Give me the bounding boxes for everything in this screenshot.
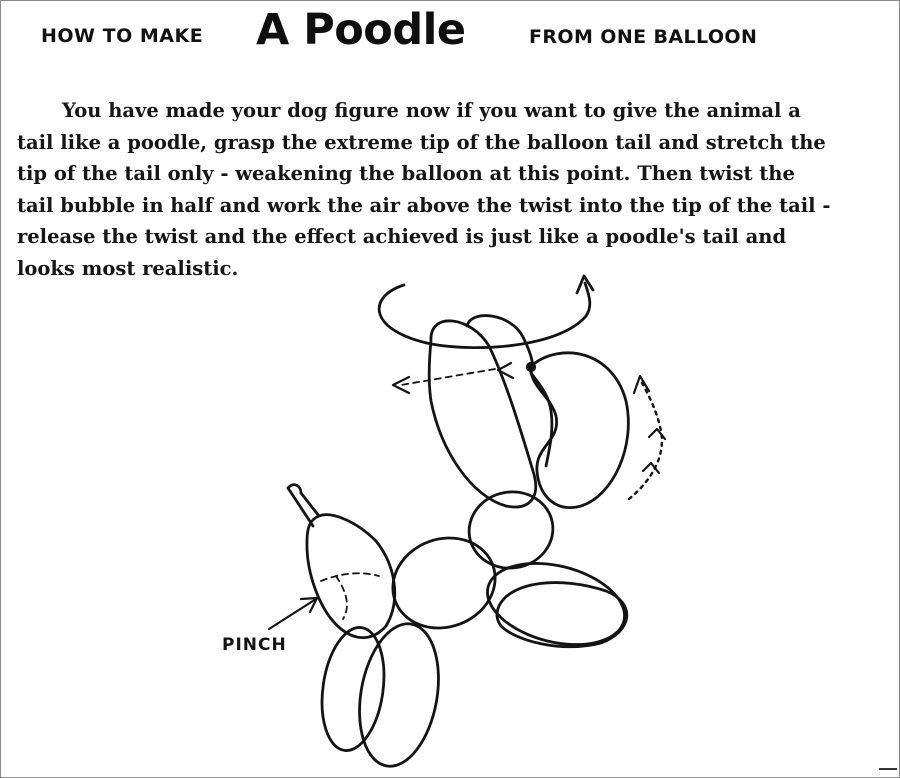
header-prefix: HOW TO MAKE — [41, 25, 204, 47]
pinch-pointer-line — [269, 599, 316, 629]
instruction-line: You have made your dog figure now if you want to give the animal a — [62, 99, 801, 122]
neck-bubble — [463, 485, 559, 574]
pinch-dashed-curve — [336, 576, 347, 619]
header-suffix: FROM ONE BALLOON — [529, 26, 758, 48]
pinch-dashed-line — [321, 573, 379, 581]
corner-mark — [879, 768, 897, 774]
instruction-line: looks most realistic. — [17, 256, 239, 280]
instruction-line: tip of the tail only - weakening the balloon at this point. Then twist the — [17, 162, 795, 185]
twist-point — [527, 363, 535, 371]
front-leg-front — [497, 583, 627, 647]
twist-chevron-2 — [643, 463, 659, 473]
stretch-dashed-line — [401, 369, 495, 385]
twist-chevron-1 — [649, 429, 665, 439]
instruction-line: tail like a poodle, grasp the extreme tip of the balloon tail and stretch the — [17, 130, 826, 154]
head-bubble-back — [467, 316, 533, 369]
twist-dotted-arrow — [629, 381, 662, 499]
instruction-line: tail bubble in half and work the air above the twist into the tip of the tail - — [17, 193, 831, 217]
pinch-label: PINCH — [222, 635, 287, 655]
poodle-illustration — [1, 1, 899, 777]
ear-bubble — [531, 353, 628, 508]
instruction-line: release the twist and the effect achieved is just like a poodle's tail and — [17, 225, 787, 248]
page-title: A Poodle — [256, 5, 466, 55]
hind-bubble — [307, 515, 395, 638]
stretch-arrowhead-mid — [498, 363, 513, 378]
hind-leg-front — [349, 617, 449, 772]
stretch-arrowhead-left — [393, 377, 409, 393]
